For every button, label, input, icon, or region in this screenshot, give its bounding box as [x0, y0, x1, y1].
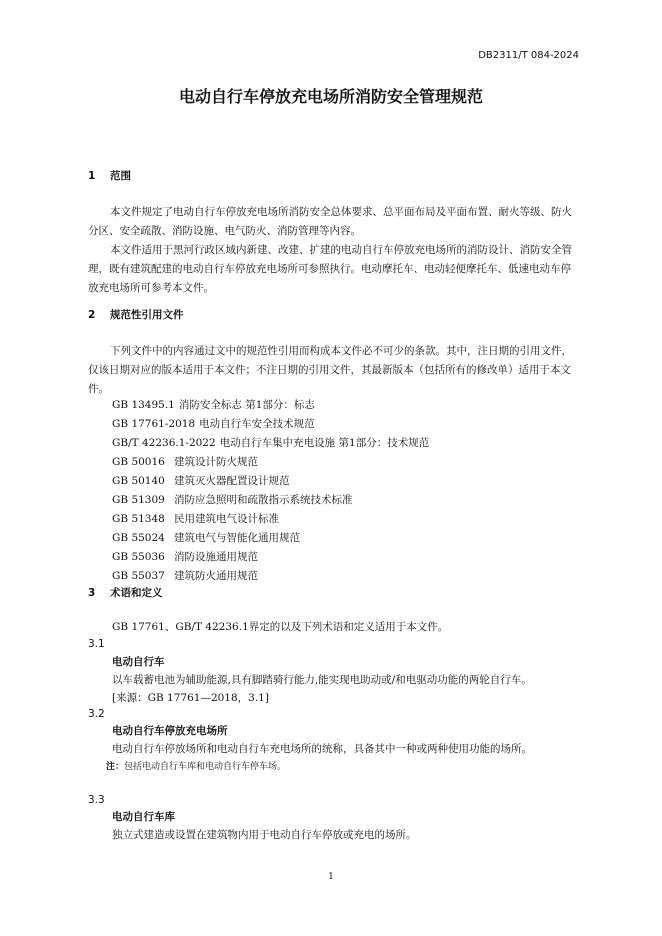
reference-name: 消防应急照明和疏散指示系统技术标准 [174, 494, 353, 506]
section-title: 范围 [110, 170, 131, 182]
reference-name: 消防设施通用规范 [174, 551, 258, 563]
reference-name: 建筑防火通用规范 [174, 570, 258, 582]
section-1-heading [88, 170, 131, 182]
section-title: 术语和定义 [110, 587, 163, 599]
reference-name: 电动自行车集中充电设施 第1部分：技术规范 [219, 437, 430, 449]
section-number: 3 [88, 587, 96, 599]
reference-name: 建筑灭火器配置设计规范 [174, 475, 290, 487]
document-id: DB2311/T 084-2024 [478, 50, 579, 61]
reference-item [112, 418, 315, 430]
term-number: 3.2 [88, 708, 105, 720]
reference-name: 消防安全标志 第1部分：标志 [178, 399, 315, 411]
term-number: 3.3 [88, 794, 105, 806]
reference-item [112, 456, 258, 468]
term-name: 电动自行车 [112, 656, 165, 668]
term-definition: 电动自行车停放场所和电动自行车充电场所的统称，具备其中一种或两种使用功能的场所。 [112, 743, 532, 755]
reference-item [112, 475, 290, 487]
reference-item [112, 513, 279, 525]
reference-item [112, 437, 429, 449]
reference-item [112, 551, 258, 563]
section-number: 2 [88, 309, 96, 321]
note-label: 注： [106, 762, 125, 772]
reference-code: GB 55036 [112, 551, 165, 563]
note-text: 包括电动自行车库和电动自行车停车场。 [124, 762, 287, 772]
section-2-intro: 下列文件中的内容通过文中的规范性引用而构成本文件必不可少的条款。其中，注日期的引用文件，仅该日期对应的版本适用于本文件；不注日期的引用文件，其最新版本（包括所有的修改单）适用于本文件。 [88, 345, 572, 395]
reference-name: 电动自行车安全技术规范 [199, 418, 315, 430]
reference-item [112, 532, 300, 544]
term-definition: 独立式建造或设置在建筑物内用于电动自行车停放或充电的场所。 [112, 829, 417, 841]
reference-name: 建筑电气与智能化通用规范 [174, 532, 300, 544]
reference-code: GB 51309 [112, 494, 165, 506]
reference-name: 建筑设计防火规范 [174, 456, 258, 468]
reference-code: GB 55037 [112, 570, 165, 582]
reference-code: GB 50016 [112, 456, 165, 468]
reference-code: GB 51348 [112, 513, 165, 525]
section-1-paragraph-1: 本文件规定了电动自行车停放充电场所消防安全总体要求、总平面布局及平面布置、耐火等级、防火分区、安全疏散、消防设施、电气防火、消防管理等内容。 [88, 206, 572, 237]
reference-code: GB 50140 [112, 475, 165, 487]
section-3-heading [88, 587, 163, 599]
page-number: 1 [328, 872, 334, 882]
term-definition: 以车载蓄电池为辅助能源,具有脚踏骑行能力,能实现电助动或/和电驱动功能的两轮自行车。 [112, 674, 532, 686]
term-name: 电动自行车库 [112, 811, 175, 823]
reference-code: GB/T 42236.1-2022 [112, 437, 216, 449]
term-name: 电动自行车停放充电场所 [112, 725, 228, 737]
reference-code: GB 13495.1 [112, 399, 175, 411]
term-note [106, 762, 286, 772]
reference-code: GB 17761-2018 [112, 418, 196, 430]
reference-item [112, 399, 315, 411]
reference-name: 民用建筑电气设计标准 [174, 513, 279, 525]
document-title: 电动自行车停放充电场所消防安全管理规范 [178, 87, 483, 106]
reference-code: GB 55024 [112, 532, 165, 544]
section-2-heading [88, 309, 184, 321]
term-source: [来源：GB 17761—2018，3.1] [112, 692, 269, 704]
section-1-paragraph-2: 本文件适用于黑河行政区域内新建、改建、扩建的电动自行车停放充电场所的消防设计、消防安全管理，既有建筑配建的电动自行车停放充电场所可参照执行。电动摩托车、电动轻便摩托车、低速电动车停放充电场所可参考本文件。 [88, 244, 572, 294]
section-title: 规范性引用文件 [110, 309, 184, 321]
section-3-intro: GB 17761、GB/T 42236.1界定的以及下列术语和定义适用于本文件。 [112, 621, 449, 633]
section-number: 1 [88, 170, 96, 182]
term-number: 3.1 [88, 638, 105, 650]
reference-item [112, 570, 258, 582]
reference-item [112, 494, 353, 506]
